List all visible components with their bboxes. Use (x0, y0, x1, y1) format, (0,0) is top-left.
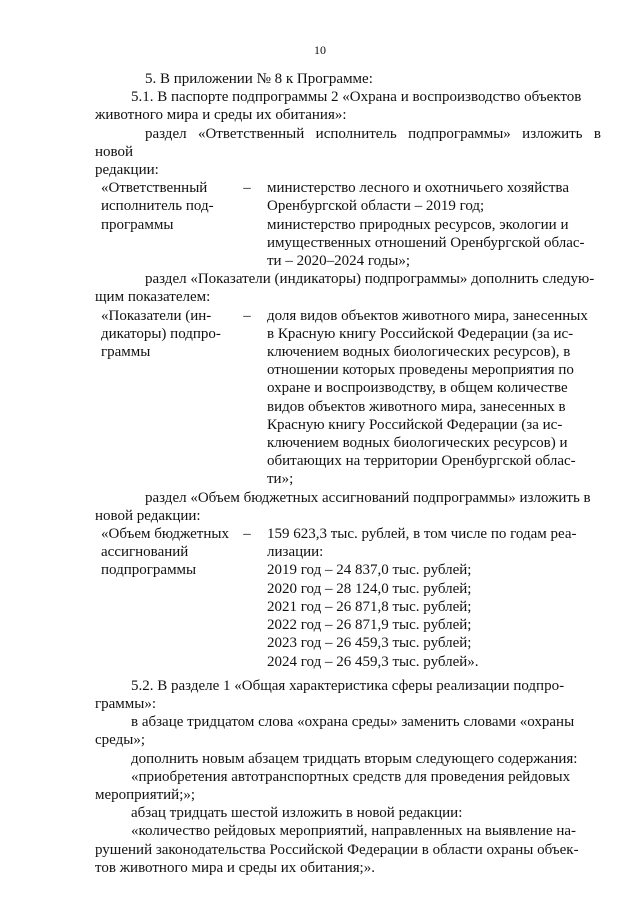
value-line: доля видов объектов животного мира, занесенных (267, 307, 588, 324)
paragraph-line: «количество рейдовых мероприятий, направленных на выявление на- (131, 823, 577, 840)
paragraph-5-2 (95, 677, 601, 713)
value-line: видов объектов животного мира, занесенных в (267, 398, 566, 415)
paragraph-line: новой редакции: (95, 507, 201, 524)
value-line: 2019 год – 24 837,0 тыс. рублей; (267, 562, 472, 579)
value-line: 2024 год – 26 459,3 тыс. рублей». (267, 653, 479, 670)
document-body (95, 70, 601, 877)
value-line: министерство природных ресурсов, экологии и (267, 216, 569, 233)
passport-row-dash: – (243, 526, 251, 543)
value-line: в Красную книгу Российской Федерации (за ис- (267, 325, 574, 342)
value-line: 2020 год – 28 124,0 тыс. рублей; (267, 580, 472, 597)
page-number: 10 (314, 43, 326, 57)
value-line: 159 623,3 тыс. рублей, в том числе по годам реа- (267, 526, 577, 543)
paragraph-thirty-sixth: абзац тридцать шестой изложить в новой редакции: (131, 805, 463, 822)
value-line: лизации: (267, 544, 324, 561)
label-line: исполнитель под- (101, 198, 214, 215)
passport-row-label (95, 307, 233, 489)
value-line: ключением водных биологических ресурсов) и (267, 435, 568, 452)
passport-row-budget (95, 525, 601, 671)
label-line: «Объем бюджетных (101, 526, 229, 543)
value-line: обитающих на территории Оренбургской облас- (267, 453, 576, 470)
paragraph-line: тов животного мира и среды их обитания;». (95, 859, 375, 876)
passport-row-label (95, 525, 233, 671)
paragraph-raids (95, 822, 601, 877)
passport-row-value (261, 307, 601, 489)
passport-row-dash: – (243, 307, 251, 324)
passport-row-value (261, 525, 601, 671)
paragraph-5-1 (95, 88, 601, 124)
label-line: программы (101, 216, 174, 233)
paragraph-line: в абзаце тридцатом слова «охрана среды» заменить словами «охраны (131, 714, 575, 731)
passport-row-responsible (95, 179, 601, 270)
passport-row-indicators (95, 307, 601, 489)
label-line: «Ответственный (101, 180, 208, 197)
paragraph-thirtieth (95, 713, 601, 749)
value-line: 2022 год – 26 871,9 тыс. рублей; (267, 617, 472, 634)
value-line: охране и воспроизводству, в общем количестве (267, 380, 568, 397)
value-line: имущественных отношений Оренбургской облас- (267, 234, 585, 251)
passport-row-label (95, 179, 233, 270)
paragraph-line: «приобретения автотранспортных средств для проведения рейдовых (131, 768, 571, 785)
label-line: «Показатели (ин- (101, 307, 212, 324)
paragraph-line: раздел «Показатели (индикаторы) подпрограммы» дополнить следую- (145, 271, 595, 288)
value-line: ключением водных биологических ресурсов), в (267, 344, 571, 361)
value-line: ти – 2020–2024 годы»; (267, 253, 411, 270)
paragraph-vehicles (95, 768, 601, 804)
label-line: ассигнований (101, 544, 189, 561)
passport-row-value (261, 179, 601, 270)
paragraph-responsible-executor (95, 125, 601, 180)
paragraph-5: 5. В приложении № 8 к Программе: (145, 71, 373, 87)
paragraph-thirty-second: дополнить новым абзацем тридцать вторым следующего содержания: (131, 750, 578, 767)
value-line: Оренбургской области – 2019 год; (267, 198, 485, 215)
paragraph-budget (95, 489, 601, 525)
label-line: граммы (101, 344, 151, 361)
paragraph-line: животного мира и среды их обитания»: (95, 107, 347, 124)
label-line: дикаторы) подпро- (101, 325, 221, 342)
paragraph-line: 5.1. В паспорте подпрограммы 2 «Охрана и воспроизводство объектов (131, 89, 582, 106)
paragraph-line: раздел «Объем бюджетных ассигнований подпрограммы» изложить в (145, 489, 591, 506)
paragraph-line: рушений законодательства Российской Федерации в области охраны объек- (95, 841, 579, 858)
value-line: отношении которых проведены мероприятия по (267, 362, 574, 379)
paragraph-line: щим показателем: (95, 289, 211, 306)
passport-row-dash: – (243, 180, 251, 197)
paragraph-line: раздел «Ответственный исполнитель подпрограммы» изложить в новой (95, 125, 601, 160)
label-line: подпрограммы (101, 562, 197, 579)
value-line: 2021 год – 26 871,8 тыс. рублей; (267, 598, 472, 615)
value-line: министерство лесного и охотничьего хозяйства (267, 180, 569, 197)
paragraph-line: редакции: (95, 162, 159, 179)
value-line: Красную книгу Российской Федерации (за ис- (267, 416, 563, 433)
paragraph-line: среды»; (95, 732, 145, 749)
paragraph-line: 5.2. В разделе 1 «Общая характеристика сферы реализации подпро- (131, 677, 565, 694)
paragraph-line: граммы»: (95, 695, 157, 712)
paragraph-indicators (95, 270, 601, 306)
paragraph-line: мероприятий;»; (95, 786, 196, 803)
value-line: 2023 год – 26 459,3 тыс. рублей; (267, 635, 472, 652)
value-line: ти»; (267, 471, 294, 488)
